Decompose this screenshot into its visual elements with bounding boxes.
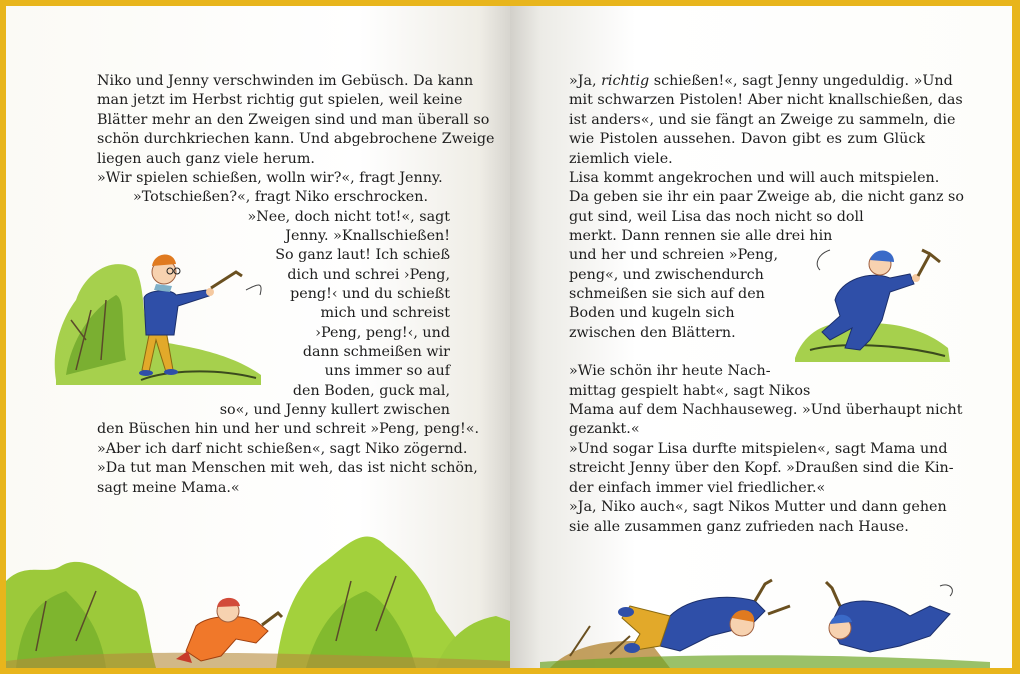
text-line: Jenny. »Knallschießen! — [285, 228, 450, 244]
text-line: und her und schreien »Peng, — [569, 247, 778, 263]
text-line: »Aber ich darf nicht schießen«, sagt Niko zögernd. — [97, 441, 468, 457]
kids-rolling-illustration — [510, 566, 1012, 668]
text-line: mittag gespielt habt«, sagt Nikos — [569, 383, 811, 399]
text-line: wie Pistolen aussehen. Davon gibt es zum Glück — [569, 131, 925, 147]
text-line: ›Peng, peng!‹, und — [315, 325, 450, 341]
text-line: den Boden, guck mal, — [292, 383, 450, 399]
text-line: »Wie schön ihr heute Nach- — [569, 363, 771, 379]
text-line: zwischen den Blättern. — [569, 325, 736, 341]
bushes-left-illustration — [6, 521, 510, 668]
niko-shooting-illustration — [46, 240, 266, 390]
text-line: uns immer so auf — [324, 363, 450, 379]
text-line: gut sind, weil Lisa das noch nicht so doll — [569, 209, 864, 225]
text-line: so«, und Jenny kullert zwischen — [219, 402, 450, 418]
text-line: merkt. Dann rennen sie alle drei hin — [569, 228, 833, 244]
text-line: liegen auch ganz viele herum. — [97, 151, 315, 167]
text-line: »Nee, doch nicht tot!«, sagt — [247, 209, 450, 225]
left-page — [6, 6, 510, 668]
text-emphasis: richtig — [601, 73, 650, 89]
text-line: peng!‹ und du schießt — [290, 286, 450, 302]
text-line: Mama auf dem Nachhauseweg. »Und überhaupt nicht — [569, 402, 963, 418]
text-line: schmeißen sie sich auf den — [569, 286, 765, 302]
text-line: Blätter mehr an den Zweigen sind und man überall so — [97, 112, 490, 128]
text-line: »Totschießen?«, fragt Niko erschrocken. — [133, 189, 428, 205]
text-span: »Ja, — [569, 73, 602, 89]
text-line: Niko und Jenny verschwinden im Gebüsch. Da kann — [97, 73, 474, 89]
jenny-shooting-illustration — [790, 240, 955, 365]
text-line: mich und schreist — [320, 305, 450, 321]
text-line — [569, 72, 953, 91]
text-line: ist anders«, und sie fängt an Zweige zu sammeln, die — [569, 112, 956, 128]
text-line: sie alle zusammen ganz zufrieden nach Hause. — [569, 519, 909, 535]
text-line: »Wir spielen schießen, wolln wir?«, fragt Jenny. — [97, 170, 443, 186]
text-line: »Ja, Niko auch«, sagt Nikos Mutter und dann gehen — [569, 499, 947, 515]
text-line: dich und schrei ›Peng, — [287, 267, 450, 283]
text-line: Da geben sie ihr ein paar Zweige ab, die nicht ganz so — [569, 189, 964, 205]
text-line: »Da tut man Menschen mit weh, das ist nicht schön, — [97, 460, 478, 476]
text-line: Boden und kugeln sich — [569, 305, 735, 321]
text-line: der einfach immer viel friedlicher.« — [569, 480, 826, 496]
right-page — [510, 6, 1012, 668]
text-line: mit schwarzen Pistolen! Aber nicht knallschießen, das — [569, 92, 963, 108]
text-line: Lisa kommt angekrochen und will auch mitspielen. — [569, 170, 940, 186]
text-line: sagt meine Mama.« — [97, 480, 240, 496]
text-line: »Und sogar Lisa durfte mitspielen«, sagt Mama und — [569, 441, 948, 457]
text-line: man jetzt im Herbst richtig gut spielen, weil keine — [97, 92, 463, 108]
text-line: den Büschen hin und her und schreit »Peng, peng!«. — [97, 421, 480, 437]
text-line: schön durchkriechen kann. Und abgebrochene Zweige — [97, 131, 495, 147]
text-line: dann schmeißen wir — [302, 344, 450, 360]
text-span: schießen!«, sagt Jenny ungeduldig. »Und — [649, 73, 953, 89]
text-line: So ganz laut! Ich schieß — [275, 247, 450, 263]
text-line: ziemlich viele. — [569, 151, 673, 167]
text-line: gezankt.« — [569, 421, 640, 437]
text-line: streicht Jenny über den Kopf. »Draußen sind die Kin- — [569, 460, 954, 476]
text-line: peng«, und zwischendurch — [569, 267, 764, 283]
